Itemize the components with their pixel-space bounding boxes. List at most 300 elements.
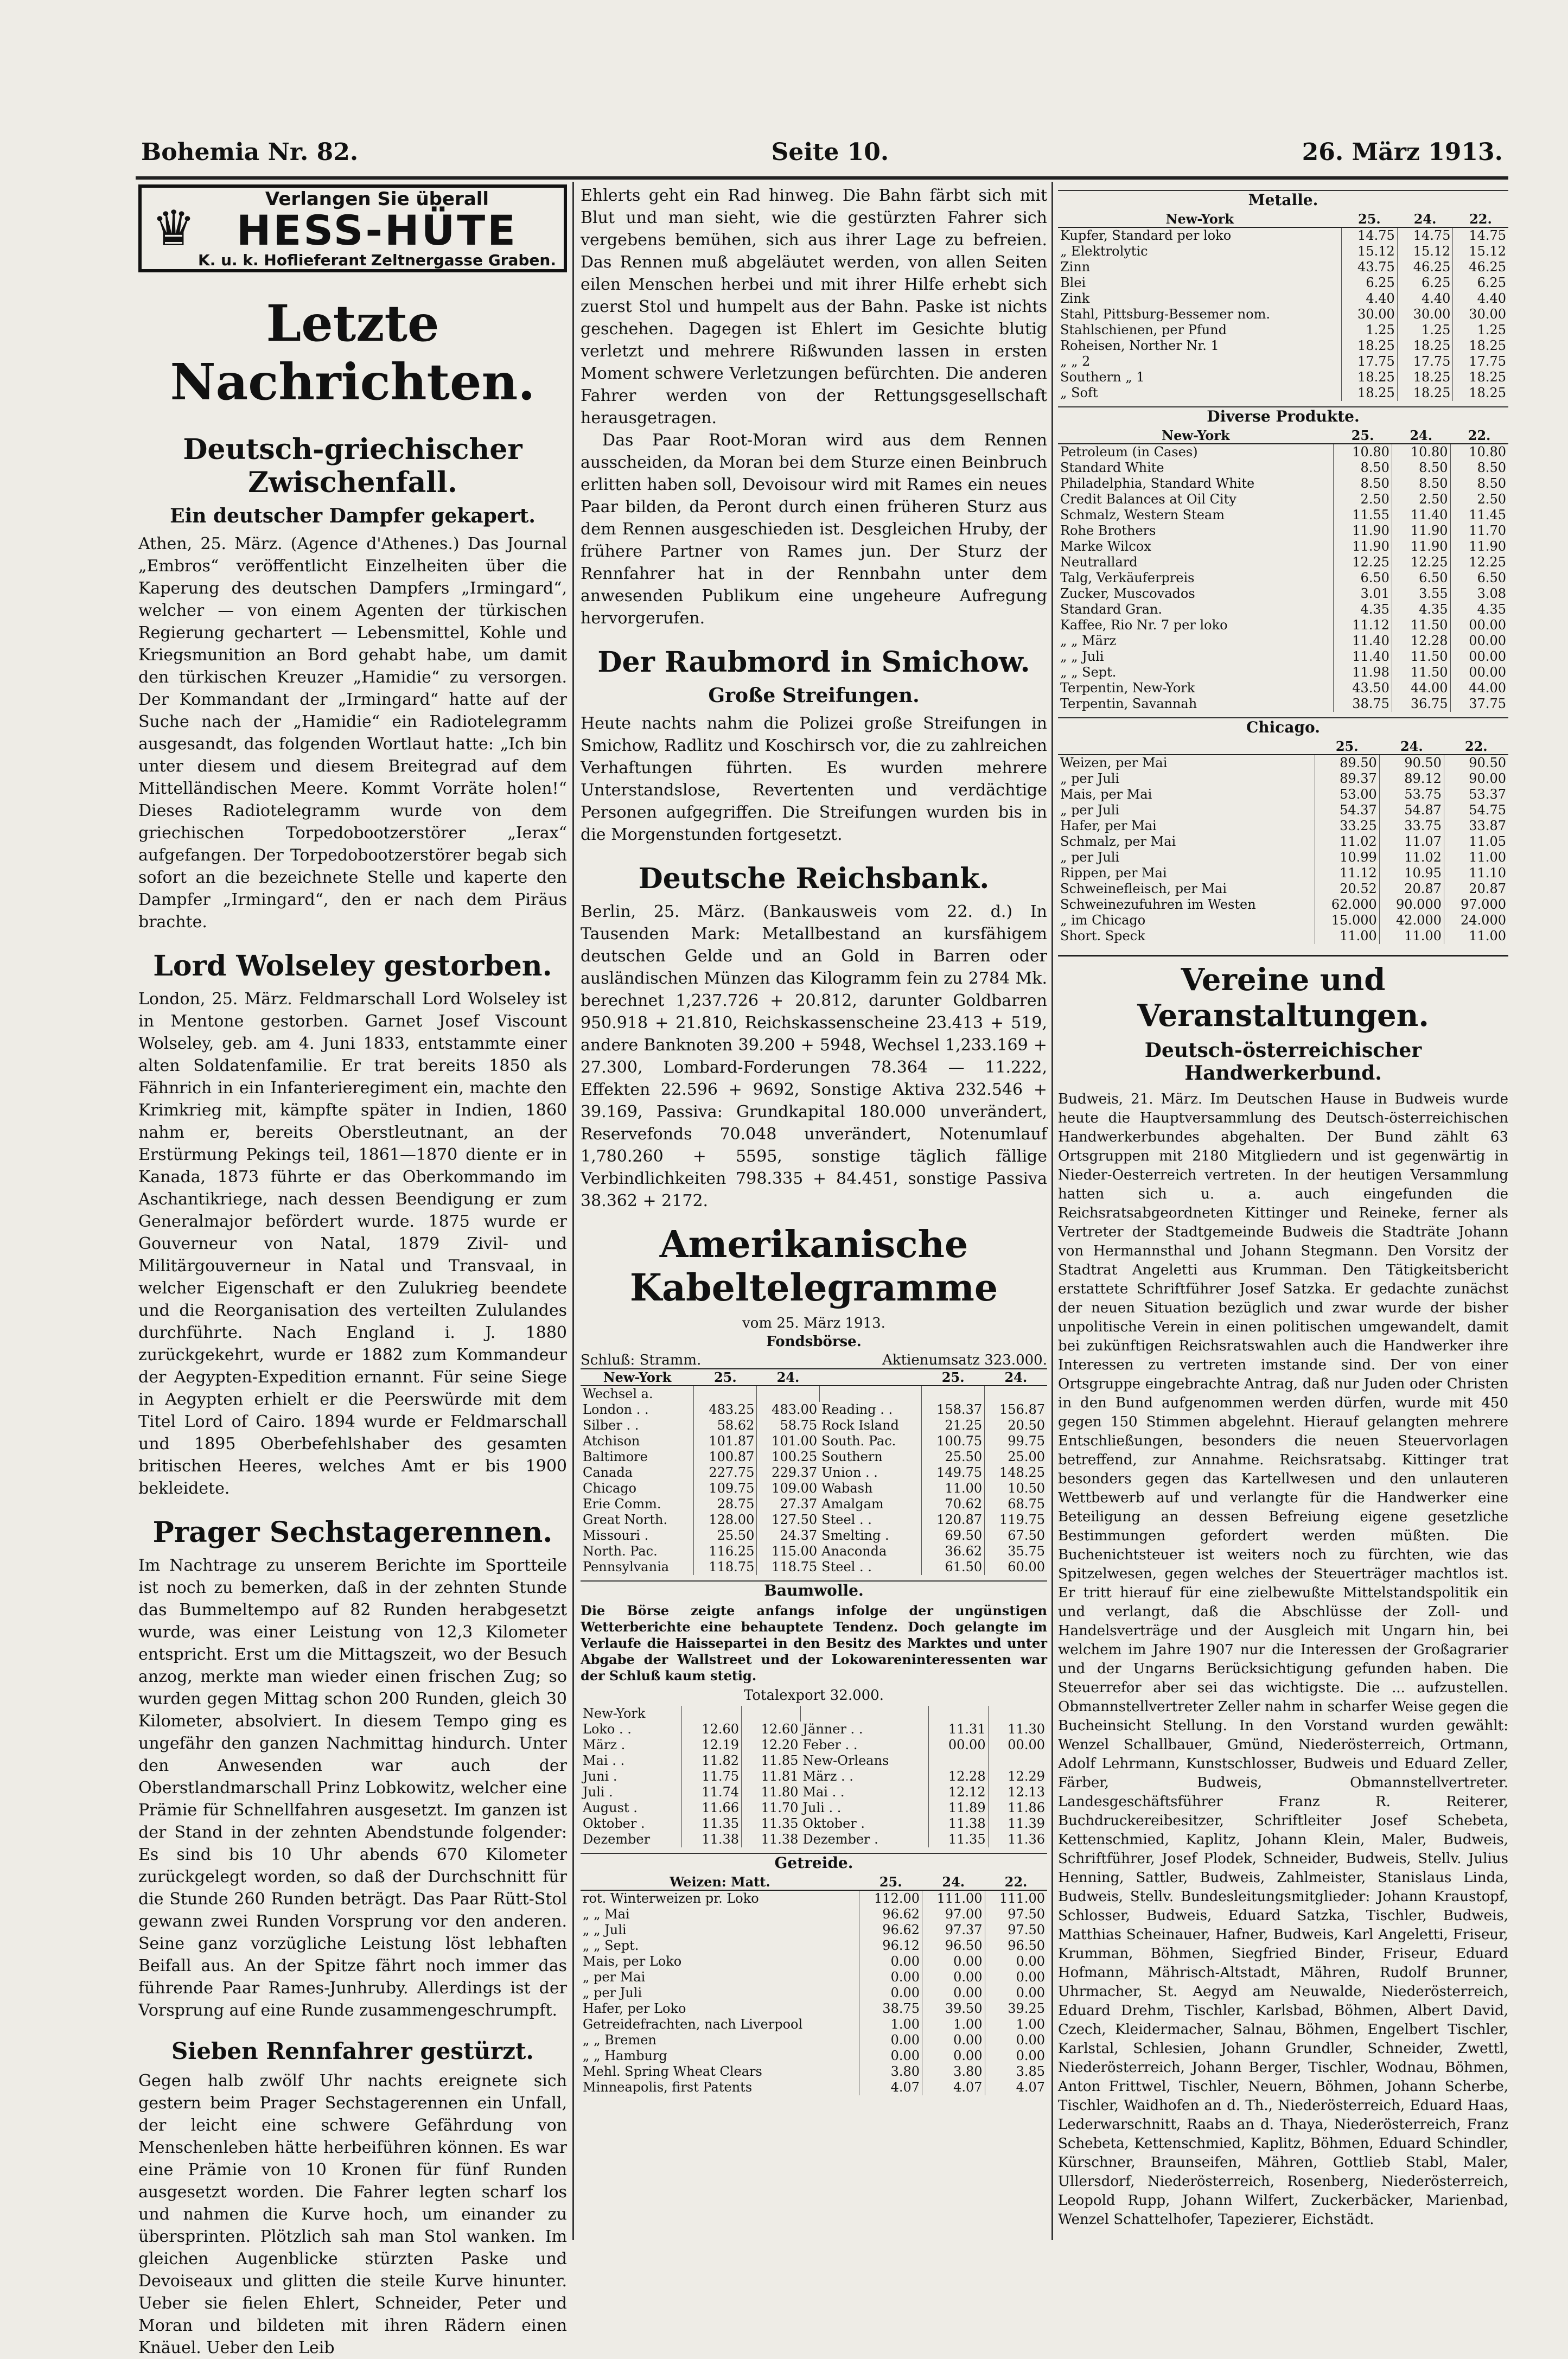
table-row bbox=[1058, 539, 1508, 554]
table-cell: 33.75 bbox=[1379, 818, 1444, 834]
table-row bbox=[1058, 307, 1508, 322]
table-cell: 148.25 bbox=[985, 1465, 1047, 1481]
table-row bbox=[1058, 476, 1508, 492]
table-cell: rot. Winterweizen pr. Loko bbox=[583, 1891, 759, 1906]
table-cell: 11.40 bbox=[1334, 633, 1392, 649]
ad-line-1: Verlangen Sie überall bbox=[265, 188, 489, 210]
article-subheading: Ein deutscher Dampfer gekapert. bbox=[170, 505, 536, 527]
table-cell: 0.00 bbox=[922, 1954, 985, 1969]
table-cell: 11.45 bbox=[1450, 507, 1508, 523]
table-row bbox=[581, 2017, 1047, 2032]
table-cell bbox=[988, 1706, 1047, 1722]
ad-brand: HESS-HÜTE bbox=[236, 206, 518, 254]
table-cell: Standard White bbox=[1060, 460, 1164, 475]
table-cell: 229.37 bbox=[757, 1465, 819, 1481]
table-cell: 0.00 bbox=[859, 1969, 922, 1985]
article-subheading: Große Streifungen. bbox=[708, 684, 920, 707]
article-heading: Der Raubmord in Smichow. bbox=[597, 646, 1030, 679]
table-cell: 37.75 bbox=[1450, 696, 1508, 712]
table-cell: 12.28 bbox=[1392, 633, 1450, 649]
table-cell: 11.00 bbox=[1444, 928, 1508, 944]
table-cell: „ „ Bremen bbox=[583, 2032, 656, 2048]
table-cell: 36.75 bbox=[1392, 696, 1450, 712]
table-cell: 60.00 bbox=[985, 1559, 1047, 1575]
cotton-table bbox=[581, 1706, 1047, 1847]
table-cell: Juli . . bbox=[802, 1800, 842, 1815]
table-cell: Jänner . . bbox=[802, 1722, 863, 1737]
table-cell: 101.00 bbox=[757, 1433, 819, 1449]
table-row bbox=[581, 1922, 1047, 1938]
table-cell: Philadelphia, Standard White bbox=[1060, 476, 1255, 491]
table-cell: 12.28 bbox=[929, 1769, 989, 1784]
table-cell: 90.50 bbox=[1379, 755, 1444, 771]
table-header-cell: 25. bbox=[694, 1369, 757, 1386]
table-cell: 0.00 bbox=[985, 1985, 1047, 2001]
metals-table bbox=[1058, 211, 1508, 401]
table-cell: 1.25 bbox=[1453, 322, 1508, 338]
table-cell: 18.25 bbox=[1453, 369, 1508, 385]
table-cell: Rippen, per Mai bbox=[1060, 865, 1167, 881]
table-cell: 6.25 bbox=[1453, 275, 1508, 291]
table-cell: 18.25 bbox=[1342, 385, 1398, 401]
table-cell: 11.98 bbox=[1334, 665, 1392, 680]
table-cell: 111.00 bbox=[985, 1890, 1047, 1907]
table-cell: 11.81 bbox=[742, 1769, 801, 1784]
table-cell: 30.00 bbox=[1397, 307, 1453, 322]
cable-close: Schluß: Stramm. bbox=[581, 1352, 702, 1368]
products-heading: Diverse Produkte. bbox=[1058, 406, 1508, 425]
article-body: Heute nachts nahm die Polizei große Streifungen in Smichow, Radlitz und Koschirsch vor, die zu zahlreichen Verhaftungen führten. Es wurden mehrere Unterstandslose, Revertenten und verdächtige Personen aufgegriffen. Die Streifungen wurden bis in die Morgenstunden fortgesetzt. bbox=[581, 714, 1047, 844]
table-row bbox=[1058, 492, 1508, 507]
table-cell: Terpentin, New-York bbox=[1060, 680, 1195, 696]
table-cell: 11.90 bbox=[1450, 539, 1508, 554]
cotton-note: Die Börse zeigte anfangs infolge der ungünstigen Wetterberichte eine behauptete Tendenz. Doch gelangte im Verlaufe die Haissepartei in den Besitz des Marktes und unter Abgabe der Wallstreet und der Lokowareninteressenten war der Schluß kaum stetig. bbox=[581, 1603, 1047, 1684]
table-cell: Oktober . bbox=[583, 1816, 645, 1831]
table-cell: 11.02 bbox=[1315, 834, 1379, 850]
table-cell: 6.50 bbox=[1392, 570, 1450, 586]
table-cell: 53.75 bbox=[1379, 787, 1444, 802]
table-cell: Loko . . bbox=[583, 1722, 632, 1737]
table-row bbox=[581, 1449, 1047, 1465]
table-row bbox=[581, 2032, 1047, 2048]
table-cell: Southern bbox=[821, 1449, 883, 1464]
table-row bbox=[1058, 665, 1508, 680]
table-header-cell: 25. bbox=[1334, 428, 1392, 444]
table-cell: 3.85 bbox=[985, 2064, 1047, 2080]
clubs-heading: Vereine und Veranstaltungen. bbox=[1058, 955, 1508, 1034]
table-cell: Schmalz, per Mai bbox=[1060, 834, 1176, 849]
table-cell: 115.00 bbox=[757, 1544, 819, 1559]
table-cell: März . . bbox=[802, 1769, 853, 1784]
cable-date: vom 25. März 1913. bbox=[742, 1315, 885, 1331]
table-row bbox=[581, 1832, 1047, 1847]
table-cell: Baltimore bbox=[583, 1449, 648, 1464]
table-cell: 14.75 bbox=[1342, 227, 1398, 244]
table-header-cell: 24. bbox=[1397, 211, 1453, 227]
table-header-cell: 22. bbox=[1444, 738, 1508, 755]
table-cell: 4.35 bbox=[1450, 602, 1508, 617]
table-cell: 109.75 bbox=[694, 1481, 757, 1496]
table-cell bbox=[985, 1386, 1047, 1402]
table-cell: South. Pac. bbox=[821, 1433, 896, 1449]
table-cell: 11.07 bbox=[1379, 834, 1444, 850]
table-cell: Rock Island bbox=[821, 1418, 899, 1433]
table-row bbox=[1058, 570, 1508, 586]
table-header-cell: 22. bbox=[1450, 428, 1508, 444]
table-cell: 89.12 bbox=[1379, 771, 1444, 787]
table-cell bbox=[694, 1386, 757, 1402]
table-cell: Credit Balances at Oil City bbox=[1060, 492, 1236, 507]
table-cell: 483.00 bbox=[757, 1402, 819, 1418]
table-cell: März . bbox=[583, 1737, 626, 1752]
section-title: Letzte Nachrichten. bbox=[170, 294, 536, 411]
table-cell: 2.50 bbox=[1392, 492, 1450, 507]
header-right: 26. März 1913. bbox=[1302, 138, 1503, 166]
table-cell: Short. Speck bbox=[1060, 928, 1145, 943]
table-header-cell: 25. bbox=[1315, 738, 1379, 755]
table-cell: 20.50 bbox=[985, 1418, 1047, 1433]
table-cell: 6.50 bbox=[1450, 570, 1508, 586]
chicago-heading: Chicago. bbox=[1058, 717, 1508, 736]
table-row bbox=[581, 2080, 1047, 2095]
table-row bbox=[1058, 928, 1508, 944]
table-row bbox=[581, 1418, 1047, 1433]
table-cell: 25.00 bbox=[985, 1449, 1047, 1465]
table-header-cell: 25. bbox=[922, 1369, 985, 1386]
table-cell: 18.25 bbox=[1342, 338, 1398, 354]
table-cell: 11.40 bbox=[1334, 649, 1392, 665]
table-cell: 12.12 bbox=[929, 1784, 989, 1800]
table-cell: Stahl, Pittsburg-Bessemer nom. bbox=[1060, 307, 1271, 322]
column-divider-1 bbox=[572, 182, 574, 2240]
table-row bbox=[581, 1402, 1047, 1418]
table-row bbox=[581, 1938, 1047, 1954]
cable-heading: Amerikanische Kabeltelegramme bbox=[629, 1223, 998, 1310]
table-cell: 18.25 bbox=[1453, 338, 1508, 354]
table-cell: 1.00 bbox=[985, 2017, 1047, 2032]
table-cell: 0.00 bbox=[985, 1954, 1047, 1969]
table-cell: 89.50 bbox=[1315, 755, 1379, 771]
table-cell: Hafer, per Loko bbox=[583, 2001, 686, 2016]
table-cell: 4.07 bbox=[985, 2080, 1047, 2095]
table-cell: 120.87 bbox=[922, 1512, 985, 1528]
table-row bbox=[1058, 633, 1508, 649]
table-cell: 20.52 bbox=[1315, 881, 1379, 897]
table-cell: 0.00 bbox=[985, 2048, 1047, 2064]
table-cell: 35.75 bbox=[985, 1544, 1047, 1559]
table-cell: 11.66 bbox=[682, 1800, 742, 1816]
article-body: Budweis, 21. März. Im Deutschen Hause in Budweis wurde heute die Hauptversammlung des Deutsch-österreichischen Handwerkerbundes abgehalten. Der Bund zählt 63 Ortsgruppen mit 2180 Mitgliedern und ist gegenwärtig in Nieder-Oesterreich vertreten. In der heutigen Versammlung hatten sich u. a. auch eingefunden die Reichsratsabgeordneten Kittinger und Reineke, ferner als Vertreter der Stadtgemeinde Budweis die Stadträte Johann von Hermannsthal und Johann Stegmann. Den Vorsitz der Stadtrat Angeletti aus Krumman. Den Tätigkeitsbericht erstattete Schriftführer Josef Satzka. Er gedachte zunächst der neuen Situation bezüglich und zwar wurde der bisher unpolitische Verein in einen politischen umgewandelt, damit bei zukünftigen Reichsratswahlen auch die Handwerker ihre Interessen zu vertreten imstande sind. Der von einer Ortsgruppe eingebrachte Antrag, daß nur Juden oder Christen in den Bund aufgenommen werden dürfen, wurde mit 450 gegen 150 Stimmen abgelehnt. Hierauf gelangten mehrere Entschließungen, besonders die neuen Steuervorlagen betreffend, zur Annahme. Reichsratsabg. Kittinger trat besonders gegen das Kartellwesen und den unlauteren Wettbewerb auf und verlangte für die Handwerker eine Beteiligung an dessen Befreiung eigene gesetzliche Bestimmungen gefordert werden müßten. Die Buchenichtsteuer ist weiters noch zu fürchten, wie das Spitzelwesen, gegen welches der Steuerträger machtlos ist. Er tritt hierauf für eine zielbewußte Mittelstandspolitik ein und verlangt, daß die Abschlüsse der Zoll- und Handelsverträge und der Ausgleich mit Ungarn hin, bei welchem im Jahre 1907 nur die Interessen der Großagrarier und der Ungarns Berücksichtigung gefunden haben. Die Steuerrefor aber sei das wichtigste. Die ... aufzustellen. Obmannstellvertreter Zeller nahm in scharfer Weise gegen die Bucheinsicht Stellung. In den Vorstand wurden gewählt: Wenzel Schallbauer, Gmünd, Niederösterreich, Ortmann, Adolf Lehrmann, Kunstschlosser, Budweis und Eduard Zeller, Färber, Budweis, Obmannstellvertreter. Landesgeschäftsführer Franz R. Reiterer, Buchdruckereibesitzer, Schriftleiter Josef Schebeta, Kettenschmied, Kaplitz, Johann Klein, Maler, Budweis, Schriftführer, Josef Plodek, Schneider, Budweis, Stellv. Julius Henning, Sattler, Budweis, Zahlmeister, Stanislaus Linda, Budweis, Stellv. Bundesleitungsmitglieder: Johann Kraustopf, Schlosser, Budweis, Eduard Satzka, Tischler, Budweis, Matthias Scheinauer, Hafner, Budweis, Karl Angeletti, Friseur, Krumman, Böhmen, Siegfried Binder, Friseur, Eduard Hofmann, Mährisch-Altstadt, Mähren, Rudolf Brunner, Uhrmacher, St. Aegyd am Neuwalde, Niederösterreich, Eduard Drehm, Tischler, Karlsbad, Böhmen, Albert David, Czech, Kleidermacher, Salnau, Böhmen, Engelbert Tischler, Karlstal, Schlesien, Johann Grundler, Schneider, Zwettl, Niederösterreich, Johann Berger, Tischler, Wodnau, Böhmen, Anton Frittwel, Tischler, Neuern, Böhmen, Johann Scherbe, Tischler, Waidhofen an d. Th., Niederösterreich, Eduard Haas, Lederwarschnitt, Raabs an d. Thaya, Niederösterreich, Franz Schebeta, Kettenschmied, Kaplitz, Böhmen, Eduard Schindler, Kürschner, Braunseifen, Mähren, Gottlieb Stabl, Maler, Ullersdorf, Niederösterreich, Rosenberg, Niederösterreich, Leopold Rupp, Johann Wilfert, Zuckerbäcker, Marienbad, Wenzel Schattelhofer, Tapezierer, Eichstädt. bbox=[1058, 1091, 1508, 2228]
table-cell: 128.00 bbox=[694, 1512, 757, 1528]
table-cell: 0.00 bbox=[859, 1954, 922, 1969]
table-cell: Feber . . bbox=[802, 1737, 858, 1752]
table-row bbox=[581, 1769, 1047, 1784]
table-cell: 11.35 bbox=[742, 1816, 801, 1832]
table-cell: 11.75 bbox=[682, 1769, 742, 1784]
table-cell: 10.95 bbox=[1379, 865, 1444, 881]
table-cell: 11.70 bbox=[742, 1800, 801, 1816]
table-cell: 17.75 bbox=[1397, 354, 1453, 369]
table-cell: North. Pac. bbox=[583, 1544, 658, 1559]
table-cell: 12.13 bbox=[988, 1784, 1047, 1800]
table-cell: 96.62 bbox=[859, 1922, 922, 1938]
table-cell: 99.75 bbox=[985, 1433, 1047, 1449]
table-cell: 1.00 bbox=[922, 2017, 985, 2032]
table-header-cell: 22. bbox=[985, 1874, 1047, 1890]
table-row bbox=[581, 1386, 1047, 1402]
table-cell: 1.25 bbox=[1397, 322, 1453, 338]
table-row bbox=[1058, 586, 1508, 602]
table-cell: 20.87 bbox=[1444, 881, 1508, 897]
ad-line-3b: Zeltnergasse Graben. bbox=[371, 251, 556, 269]
table-cell: 17.75 bbox=[1342, 354, 1398, 369]
cotton-total: Totalexport 32.000. bbox=[744, 1687, 884, 1704]
table-cell: 97.50 bbox=[985, 1922, 1047, 1938]
table-cell: 11.89 bbox=[929, 1800, 989, 1816]
table-row bbox=[581, 2001, 1047, 2017]
grain-heading: Getreide. bbox=[581, 1853, 1047, 1872]
table-cell: 46.25 bbox=[1453, 259, 1508, 275]
table-cell: 0.00 bbox=[859, 2032, 922, 2048]
table-cell: 8.50 bbox=[1392, 460, 1450, 476]
table-row bbox=[581, 1528, 1047, 1544]
table-cell: 97.37 bbox=[922, 1922, 985, 1938]
table-row bbox=[581, 1465, 1047, 1481]
table-cell: 30.00 bbox=[1342, 307, 1398, 322]
table-cell: 15.000 bbox=[1315, 913, 1379, 928]
table-cell: 11.80 bbox=[742, 1784, 801, 1800]
table-cell: Standard Gran. bbox=[1060, 602, 1163, 617]
table-cell: 36.62 bbox=[922, 1544, 985, 1559]
table-cell: 43.75 bbox=[1342, 259, 1398, 275]
table-cell: 53.37 bbox=[1444, 787, 1508, 802]
table-row bbox=[1058, 244, 1508, 259]
table-cell: 33.87 bbox=[1444, 818, 1508, 834]
table-cell: 12.25 bbox=[1334, 554, 1392, 570]
table-cell: 33.25 bbox=[1315, 818, 1379, 834]
table-cell: Southern „ 1 bbox=[1060, 369, 1145, 385]
page-header bbox=[141, 138, 1503, 171]
table-cell: 3.80 bbox=[859, 2064, 922, 2080]
table-cell: 12.19 bbox=[682, 1737, 742, 1753]
chicago-table bbox=[1058, 738, 1508, 944]
table-cell: Dezember . bbox=[802, 1832, 878, 1847]
table-cell: 42.000 bbox=[1379, 913, 1444, 928]
table-cell: Hafer, per Mai bbox=[1060, 818, 1157, 833]
table-cell: Kaffee, Rio Nr. 7 per loko bbox=[1060, 617, 1228, 633]
table-cell: 10.80 bbox=[1450, 444, 1508, 460]
table-cell: „ „ Sept. bbox=[583, 1938, 639, 1953]
table-cell: 54.87 bbox=[1379, 802, 1444, 818]
table-cell: Pennsylvania bbox=[583, 1559, 670, 1574]
table-cell: 116.25 bbox=[694, 1544, 757, 1559]
article-heading: Lord Wolseley gestorben. bbox=[153, 949, 552, 983]
table-cell: 11.35 bbox=[929, 1832, 989, 1847]
header-rule bbox=[136, 176, 1508, 180]
article-body: Das Paar Root-Moran wird aus dem Rennen ausscheiden, da Moran bei dem Sturze einen Beinbruch erlitten haben soll, Devoisour wird mit Rames ein neues Paar bilden, da Peront durch einen früheren Sturz aus dem Rennen ausgeschieden ist. Desgleichen Hruby, der frühere Partner von Rames jun. Der Sturz der Rennfahrer hat in der Rennbahn unter dem anwesenden Publikum eine ungeheure Aufregung hervorgerufen. bbox=[581, 431, 1047, 628]
table-cell: 90.00 bbox=[1444, 771, 1508, 787]
table-cell: Schmalz, Western Steam bbox=[1060, 507, 1225, 522]
table-row bbox=[1058, 369, 1508, 385]
table-row bbox=[1058, 507, 1508, 523]
table-cell: 11.12 bbox=[1334, 617, 1392, 633]
table-cell: 1.25 bbox=[1342, 322, 1398, 338]
table-cell: 67.50 bbox=[985, 1528, 1047, 1544]
table-row bbox=[1058, 227, 1508, 244]
table-cell: „ „ 2 bbox=[1060, 354, 1091, 369]
table-cell: Steel . . bbox=[821, 1512, 872, 1527]
table-cell: Weizen, per Mai bbox=[1060, 755, 1168, 770]
table-cell: 27.37 bbox=[757, 1496, 819, 1512]
table-cell: 58.62 bbox=[694, 1418, 757, 1433]
table-cell: 156.87 bbox=[985, 1402, 1047, 1418]
table-cell: 11.00 bbox=[1315, 928, 1379, 944]
table-cell: Steel . . bbox=[821, 1559, 872, 1574]
article-body: Gegen halb zwölf Uhr nachts ereignete sich gestern beim Prager Sechstagerennen ein Unfall, der leicht eine schwere Gefährdung von Menschenleben hätte herbeiführen können. Es war eine Prämie von 10 Kronen für fünf Runden ausgesetzt worden. Die Fahrer legten scharf los und nahmen die Kurve hoch, um einander zu übersprinten. Plötzlich sah man Stol wanken. Im gleichen Augenblicke stürzten Paske und Devoiseaux und glitten die steile Kurve hinunter. Ueber sie fielen Ehlert, Schneider, Peter und Moran und bildeten mit ihren Rädern einen Knäuel. Ueber den Leib bbox=[138, 2071, 567, 2357]
column-divider-2 bbox=[1051, 182, 1053, 2240]
table-cell: 11.00 bbox=[1444, 850, 1508, 865]
table-cell: Marke Wilcox bbox=[1060, 539, 1151, 554]
table-row bbox=[1058, 850, 1508, 865]
table-cell: 3.01 bbox=[1334, 586, 1392, 602]
hess-hats-advertisement bbox=[138, 184, 567, 272]
table-cell: Zink bbox=[1060, 291, 1090, 306]
table-header-cell: 24. bbox=[757, 1369, 819, 1386]
table-cell: Mais, per Mai bbox=[1060, 787, 1152, 802]
table-cell: 46.25 bbox=[1397, 259, 1453, 275]
table-header-cell: Weizen: Matt. bbox=[581, 1874, 859, 1890]
table-cell: Reading . . bbox=[821, 1402, 893, 1417]
article-body: Ehlerts geht ein Rad hinweg. Die Bahn färbt sich mit Blut und man sieht, wie die gestürzten Fahrer sich vergebens bemühen, sich aus ihrer Lage zu befreien. Das Rennen muß abgeläutet werden, von allen Seiten eilen Menschen herbei und mit ihrer Hilfe erhebt sich zuerst Stol und humpelt aus der Bahn. Paske ist nichts geschehen. Dagegen ist Ehlert im Gesichte blutig verletzt und mehrere Rißwunden lassen in ersten Moment schwere Verletzungen befürchten. Die anderen Fahrer werden von der Rettungsgesellschaft herausgetragen. bbox=[581, 186, 1047, 428]
table-cell: 0.00 bbox=[859, 1985, 922, 2001]
table-cell: 00.00 bbox=[1450, 665, 1508, 680]
table-cell: 11.36 bbox=[988, 1832, 1047, 1847]
table-cell: Getreidefrachten, nach Liverpool bbox=[583, 2017, 803, 2032]
table-cell: Juli . bbox=[583, 1784, 613, 1800]
column-2 bbox=[581, 184, 1047, 2240]
article-body: Berlin, 25. März. (Bankausweis vom 22. d.) In Tausenden Mark: Metallbestand an kursfähigem deutschen Gelde und an Gold in Barren oder ausländischen Münzen das Kilogramm fein zu 2784 Mk. berechnet 1,237.726 + 20.812, darunter Goldbarren 950.918 + 21.810, Reichskassenscheine 23.413 + 519, andere Banknoten 39.200 + 5948, Wechsel 1,233.169 + 27.300, Lombard-Forderungen 78.364 — 11.222, Effekten 22.596 + 9692, Sonstige Aktiva 232.546 + 39.169, Passiva: Grundkapital 180.000 unverändert, Reservefonds 70.048 unverändert, Notenumlauf 1,780.260 + 5595, sonstige täglich fällige Verbindlichkeiten 798.335 + 84.451, sonstige Passiva 38.362 + 2172. bbox=[581, 902, 1047, 1210]
table-cell: Zinn bbox=[1060, 259, 1091, 275]
table-row bbox=[1058, 834, 1508, 850]
table-row bbox=[581, 1907, 1047, 1922]
table-cell: 4.40 bbox=[1397, 291, 1453, 307]
table-cell: 44.00 bbox=[1450, 680, 1508, 696]
table-cell: 8.50 bbox=[1334, 476, 1392, 492]
table-row bbox=[581, 1784, 1047, 1800]
table-cell: 53.00 bbox=[1315, 787, 1379, 802]
table-cell: 11.02 bbox=[1379, 850, 1444, 865]
table-cell: 58.75 bbox=[757, 1418, 819, 1433]
table-row bbox=[1058, 696, 1508, 712]
table-row bbox=[1058, 385, 1508, 401]
ad-line-3a: K. u. k. Hoflieferant bbox=[198, 251, 367, 269]
table-cell: „ per Juli bbox=[1060, 850, 1120, 865]
table-cell: Canada bbox=[583, 1465, 633, 1480]
table-cell: Zucker, Muscovados bbox=[1060, 586, 1195, 601]
table-cell: „ Soft bbox=[1060, 385, 1098, 400]
table-cell: 11.86 bbox=[988, 1800, 1047, 1816]
table-header-cell: 24. bbox=[985, 1369, 1047, 1386]
table-row bbox=[581, 1512, 1047, 1528]
table-row bbox=[1058, 897, 1508, 913]
table-cell: 97.00 bbox=[922, 1907, 985, 1922]
table-row bbox=[581, 1890, 1047, 1907]
table-cell: 25.50 bbox=[922, 1449, 985, 1465]
table-cell: „ im Chicago bbox=[1060, 913, 1146, 928]
table-row bbox=[581, 1969, 1047, 1985]
crest-icon: ♛ bbox=[151, 200, 196, 257]
table-row bbox=[1058, 617, 1508, 633]
table-cell: 11.50 bbox=[1392, 617, 1450, 633]
table-cell: 96.12 bbox=[859, 1938, 922, 1954]
table-cell: Smelting . bbox=[821, 1528, 889, 1543]
table-cell bbox=[682, 1706, 742, 1722]
cable-volume: Aktienumsatz 323.000. bbox=[882, 1352, 1047, 1368]
table-cell: 11.70 bbox=[1450, 523, 1508, 539]
table-row bbox=[581, 2048, 1047, 2064]
table-header-cell: New-York bbox=[1058, 211, 1342, 227]
table-cell: 11.90 bbox=[1392, 539, 1450, 554]
table-cell: 11.31 bbox=[929, 1722, 989, 1737]
table-row bbox=[581, 1816, 1047, 1832]
table-cell bbox=[819, 1386, 922, 1402]
table-header-cell: 25. bbox=[1342, 211, 1398, 227]
table-cell: „ „ März bbox=[1060, 633, 1117, 648]
table-cell: 39.50 bbox=[922, 2001, 985, 2017]
table-cell: Chicago bbox=[583, 1481, 637, 1496]
article-heading: Prager Sechstagerennen. bbox=[152, 1516, 553, 1549]
table-header-cell bbox=[1058, 738, 1315, 755]
table-row bbox=[1058, 354, 1508, 369]
table-row bbox=[1058, 913, 1508, 928]
table-cell: „ „ Juli bbox=[583, 1922, 627, 1937]
table-cell bbox=[929, 1706, 989, 1722]
table-cell: 15.12 bbox=[1397, 244, 1453, 259]
grain-table bbox=[581, 1874, 1047, 2095]
table-cell: 43.50 bbox=[1334, 680, 1392, 696]
table-cell: Mais, per Loko bbox=[583, 1954, 682, 1969]
table-cell: 4.35 bbox=[1334, 602, 1392, 617]
table-row bbox=[581, 1753, 1047, 1769]
table-cell: Wabash bbox=[821, 1481, 873, 1496]
table-cell: 118.75 bbox=[694, 1559, 757, 1575]
table-row bbox=[1058, 771, 1508, 787]
table-cell: 70.62 bbox=[922, 1496, 985, 1512]
table-cell: 11.85 bbox=[742, 1753, 801, 1769]
table-row bbox=[1058, 802, 1508, 818]
table-cell: 12.25 bbox=[1392, 554, 1450, 570]
table-cell: 11.38 bbox=[929, 1816, 989, 1832]
table-row bbox=[1058, 523, 1508, 539]
table-cell: Stahlschienen, per Pfund bbox=[1060, 322, 1227, 337]
table-cell: 28.75 bbox=[694, 1496, 757, 1512]
table-cell: „ per Mai bbox=[583, 1969, 646, 1985]
table-cell: Minneapolis, first Patents bbox=[583, 2080, 753, 2095]
table-cell: 11.90 bbox=[1334, 523, 1392, 539]
table-cell: 227.75 bbox=[694, 1465, 757, 1481]
table-cell: 11.82 bbox=[682, 1753, 742, 1769]
table-cell: 69.50 bbox=[922, 1528, 985, 1544]
table-cell: „ per Juli bbox=[1060, 771, 1120, 786]
table-cell: 6.25 bbox=[1397, 275, 1453, 291]
table-cell: Petroleum (in Cases) bbox=[1060, 444, 1198, 460]
table-cell: 18.25 bbox=[1397, 369, 1453, 385]
table-cell: Rohe Brothers bbox=[1060, 523, 1156, 538]
table-row bbox=[581, 1544, 1047, 1559]
table-cell: 10.80 bbox=[1334, 444, 1392, 460]
column-1 bbox=[138, 184, 567, 2357]
table-cell: 18.25 bbox=[1453, 385, 1508, 401]
